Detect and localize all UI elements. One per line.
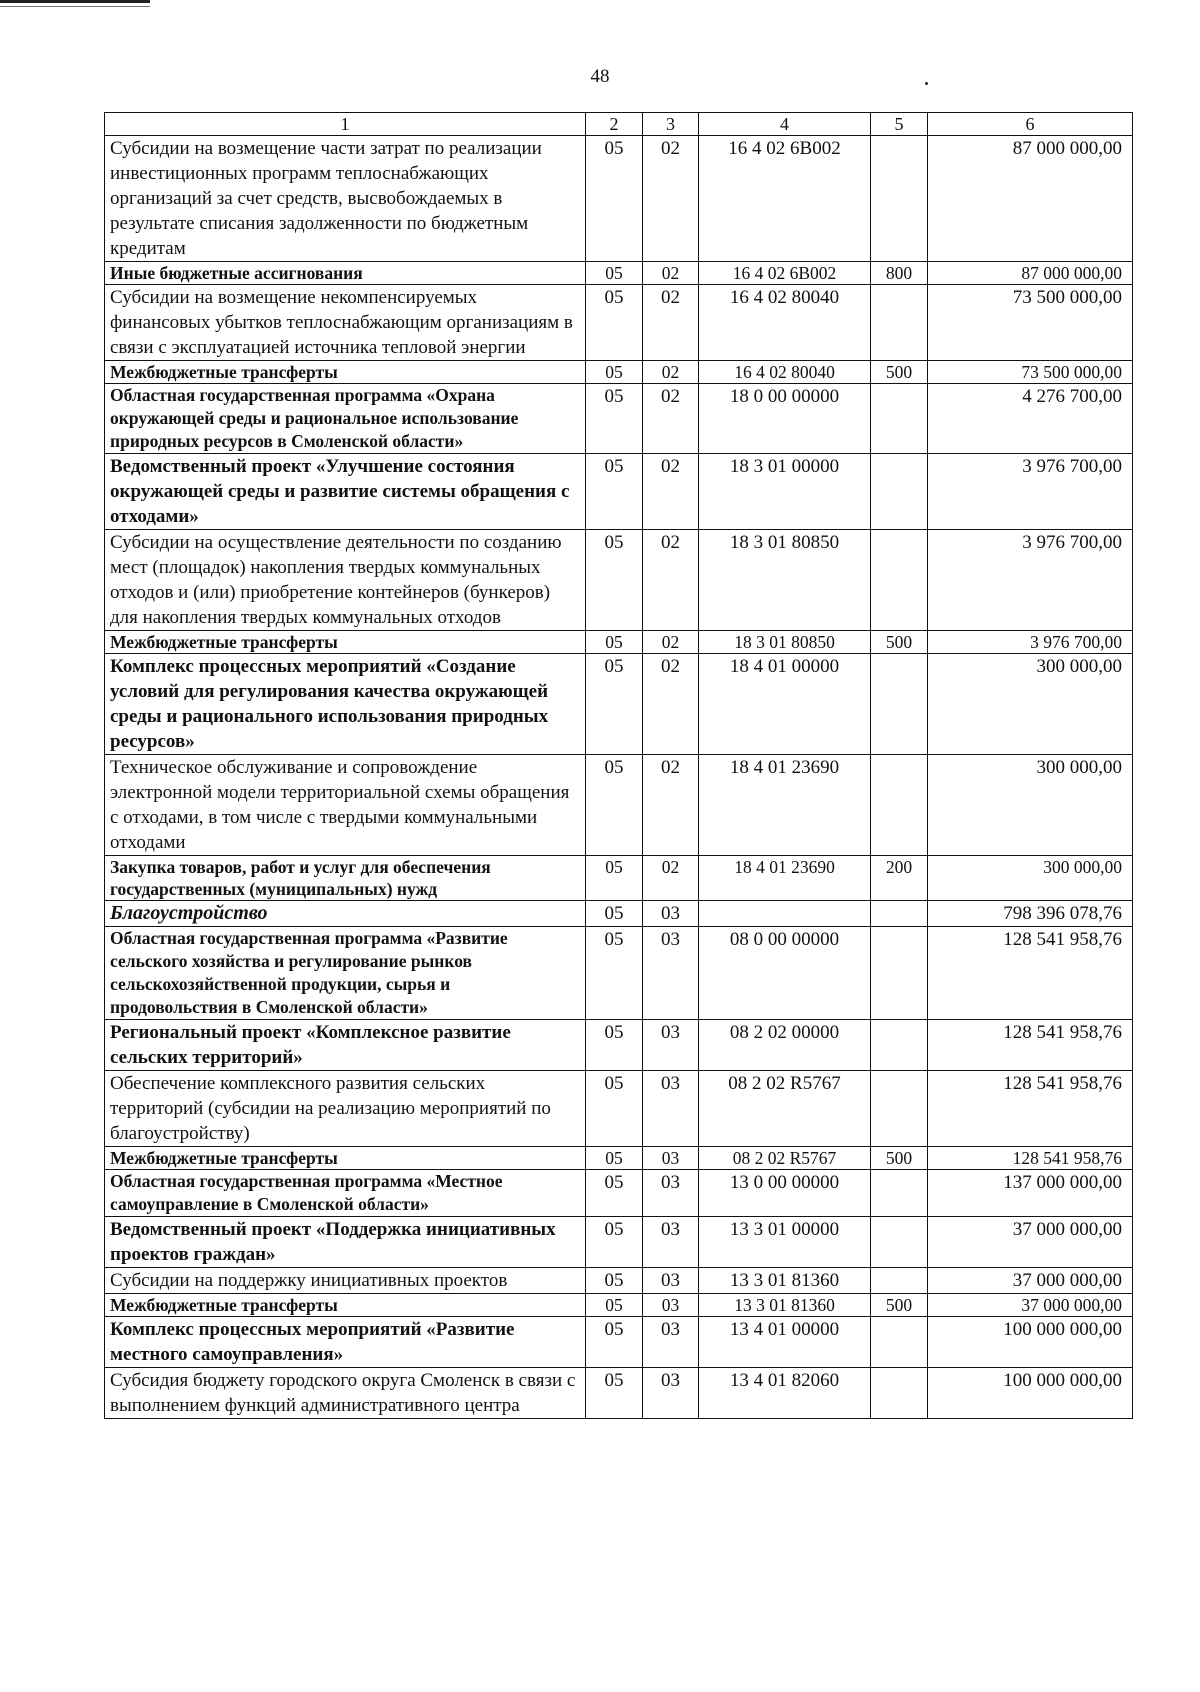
expense-type-cell	[871, 1020, 928, 1071]
target-article-cell: 13 3 01 81360	[699, 1268, 871, 1294]
amount-cell: 798 396 078,76	[928, 901, 1133, 927]
subsection-code-cell: 03	[643, 1268, 699, 1294]
column-number: 4	[699, 113, 871, 136]
expense-type-cell: 500	[871, 361, 928, 384]
subsection-code-cell: 02	[643, 454, 699, 530]
section-code-cell: 05	[586, 530, 643, 631]
row-name-cell: Субсидии на поддержку инициативных проектов	[105, 1268, 586, 1294]
target-article-cell: 08 2 02 00000	[699, 1020, 871, 1071]
subsection-code-cell: 02	[643, 530, 699, 631]
target-article-cell: 18 4 01 23690	[699, 755, 871, 856]
column-number: 6	[928, 113, 1133, 136]
expense-type-cell	[871, 136, 928, 262]
amount-cell: 87 000 000,00	[928, 136, 1133, 262]
target-article-cell: 18 3 01 80850	[699, 631, 871, 654]
expense-type-cell	[871, 384, 928, 454]
budget-table	[104, 112, 1133, 1419]
row-name-cell: Комплекс процессных мероприятий «Развитие местного самоуправления»	[105, 1317, 586, 1368]
target-article-cell: 08 0 00 00000	[699, 927, 871, 1020]
row-name-cell: Иные бюджетные ассигнования	[105, 262, 586, 285]
table-row	[105, 136, 1133, 262]
section-code-cell: 05	[586, 927, 643, 1020]
target-article-cell	[699, 901, 871, 927]
subsection-code-cell: 02	[643, 654, 699, 755]
target-article-cell: 18 3 01 00000	[699, 454, 871, 530]
expense-type-cell	[871, 1317, 928, 1368]
section-code-cell: 05	[586, 856, 643, 901]
table-row	[105, 1217, 1133, 1268]
table-row	[105, 384, 1133, 454]
column-number: 3	[643, 113, 699, 136]
section-code-cell: 05	[586, 361, 643, 384]
amount-cell: 37 000 000,00	[928, 1294, 1133, 1317]
row-name-cell: Субсидия бюджету городского округа Смоленск в связи с выполнением функций административного центра	[105, 1368, 586, 1419]
section-code-cell: 05	[586, 1147, 643, 1170]
table-row	[105, 1170, 1133, 1217]
target-article-cell: 13 0 00 00000	[699, 1170, 871, 1217]
subsection-code-cell: 02	[643, 631, 699, 654]
row-name-cell: Межбюджетные трансферты	[105, 1147, 586, 1170]
subsection-code-cell: 03	[643, 1147, 699, 1170]
table-row	[105, 927, 1133, 1020]
target-article-cell: 08 2 02 R5767	[699, 1147, 871, 1170]
subsection-code-cell: 03	[643, 1071, 699, 1147]
target-article-cell: 16 4 02 80040	[699, 361, 871, 384]
target-article-cell: 08 2 02 R5767	[699, 1071, 871, 1147]
amount-cell: 128 541 958,76	[928, 1020, 1133, 1071]
table-row	[105, 755, 1133, 856]
amount-cell: 100 000 000,00	[928, 1368, 1133, 1419]
amount-cell: 300 000,00	[928, 856, 1133, 901]
section-code-cell: 05	[586, 1071, 643, 1147]
section-code-cell: 05	[586, 1268, 643, 1294]
amount-cell: 3 976 700,00	[928, 631, 1133, 654]
expense-type-cell	[871, 654, 928, 755]
target-article-cell: 13 4 01 82060	[699, 1368, 871, 1419]
expense-type-cell	[871, 927, 928, 1020]
table-row	[105, 1317, 1133, 1368]
expense-type-cell	[871, 530, 928, 631]
expense-type-cell	[871, 1071, 928, 1147]
amount-cell: 128 541 958,76	[928, 1147, 1133, 1170]
expense-type-cell	[871, 1368, 928, 1419]
amount-cell: 3 976 700,00	[928, 454, 1133, 530]
row-name-cell: Областная государственная программа «Развитие сельского хозяйства и регулирование рынков сельскохозяйственной продукции, сырья и продовольствия в Смоленской области»	[105, 927, 586, 1020]
column-number: 5	[871, 113, 928, 136]
subsection-code-cell: 02	[643, 755, 699, 856]
subsection-code-cell: 03	[643, 1170, 699, 1217]
row-name-cell: Межбюджетные трансферты	[105, 361, 586, 384]
section-code-cell: 05	[586, 1368, 643, 1419]
column-number: 1	[105, 113, 586, 136]
row-name-cell: Субсидии на возмещение некомпенсируемых финансовых убытков теплоснабжающим организациям в связи с эксплуатацией источника тепловой энергии	[105, 285, 586, 361]
subsection-code-cell: 03	[643, 901, 699, 927]
amount-cell: 4 276 700,00	[928, 384, 1133, 454]
row-name-cell: Благоустройство	[105, 901, 586, 927]
subsection-code-cell: 03	[643, 1317, 699, 1368]
row-name-cell: Региональный проект «Комплексное развитие сельских территорий»	[105, 1020, 586, 1071]
row-name-cell: Межбюджетные трансферты	[105, 1294, 586, 1317]
table-row	[105, 262, 1133, 285]
table-row	[105, 1268, 1133, 1294]
section-code-cell: 05	[586, 1317, 643, 1368]
section-code-cell: 05	[586, 262, 643, 285]
target-article-cell: 18 4 01 00000	[699, 654, 871, 755]
subsection-code-cell: 02	[643, 384, 699, 454]
subsection-code-cell: 03	[643, 1217, 699, 1268]
expense-type-cell	[871, 901, 928, 927]
section-code-cell: 05	[586, 755, 643, 856]
expense-type-cell: 500	[871, 1147, 928, 1170]
subsection-code-cell: 02	[643, 262, 699, 285]
expense-type-cell: 800	[871, 262, 928, 285]
amount-cell: 37 000 000,00	[928, 1268, 1133, 1294]
column-number: 2	[586, 113, 643, 136]
expense-type-cell	[871, 1170, 928, 1217]
section-code-cell: 05	[586, 1294, 643, 1317]
target-article-cell: 16 4 02 80040	[699, 285, 871, 361]
page-number: 48	[590, 66, 610, 87]
row-name-cell: Комплекс процессных мероприятий «Создание условий для регулирования качества окружающей среды и рационального использования природных ресурсов»	[105, 654, 586, 755]
amount-cell: 300 000,00	[928, 755, 1133, 856]
amount-cell: 73 500 000,00	[928, 361, 1133, 384]
target-article-cell: 16 4 02 6В002	[699, 262, 871, 285]
expense-type-cell: 200	[871, 856, 928, 901]
scan-dot	[925, 82, 928, 85]
row-name-cell: Обеспечение комплексного развития сельских территорий (субсидии на реализацию мероприятий по благоустройству)	[105, 1071, 586, 1147]
table-row	[105, 1368, 1133, 1419]
expense-type-cell	[871, 1217, 928, 1268]
target-article-cell: 13 3 01 81360	[699, 1294, 871, 1317]
table-row	[105, 856, 1133, 901]
section-code-cell: 05	[586, 454, 643, 530]
row-name-cell: Областная государственная программа «Охрана окружающей среды и рациональное использование природных ресурсов в Смоленской области»	[105, 384, 586, 454]
table-row	[105, 1020, 1133, 1071]
target-article-cell: 18 3 01 80850	[699, 530, 871, 631]
row-name-cell: Межбюджетные трансферты	[105, 631, 586, 654]
table-row	[105, 530, 1133, 631]
subsection-code-cell: 02	[643, 361, 699, 384]
expense-type-cell: 500	[871, 1294, 928, 1317]
section-code-cell: 05	[586, 1020, 643, 1071]
row-name-cell: Техническое обслуживание и сопровождение электронной модели территориальной схемы обращения с отходами, в том числе с твердыми коммунальными отходами	[105, 755, 586, 856]
table-row	[105, 1147, 1133, 1170]
table-row	[105, 361, 1133, 384]
expense-type-cell	[871, 1268, 928, 1294]
table-row	[105, 901, 1133, 927]
amount-cell: 37 000 000,00	[928, 1217, 1133, 1268]
scan-edge-mark-thin	[0, 6, 150, 7]
target-article-cell: 16 4 02 6В002	[699, 136, 871, 262]
expense-type-cell: 500	[871, 631, 928, 654]
amount-cell: 137 000 000,00	[928, 1170, 1133, 1217]
section-code-cell: 05	[586, 631, 643, 654]
section-code-cell: 05	[586, 1217, 643, 1268]
table-row	[105, 631, 1133, 654]
amount-cell: 100 000 000,00	[928, 1317, 1133, 1368]
amount-cell: 73 500 000,00	[928, 285, 1133, 361]
target-article-cell: 13 3 01 00000	[699, 1217, 871, 1268]
section-code-cell: 05	[586, 384, 643, 454]
column-number-row	[105, 113, 1133, 136]
row-name-cell: Субсидии на возмещение части затрат по реализации инвестиционных программ теплоснабжающих организаций за счет средств, высвобождаемых в результате списания задолженности по бюджетным кредитам	[105, 136, 586, 262]
row-name-cell: Субсидии на осуществление деятельности по созданию мест (площадок) накопления твердых коммунальных отходов и (или) приобретение контейнеров (бункеров) для накопления твердых коммунальных отходов	[105, 530, 586, 631]
target-article-cell: 18 0 00 00000	[699, 384, 871, 454]
table-row	[105, 1071, 1133, 1147]
amount-cell: 128 541 958,76	[928, 927, 1133, 1020]
subsection-code-cell: 03	[643, 1368, 699, 1419]
section-code-cell: 05	[586, 901, 643, 927]
expense-type-cell	[871, 755, 928, 856]
table-row	[105, 454, 1133, 530]
amount-cell: 3 976 700,00	[928, 530, 1133, 631]
subsection-code-cell: 02	[643, 285, 699, 361]
target-article-cell: 18 4 01 23690	[699, 856, 871, 901]
table-row	[105, 654, 1133, 755]
row-name-cell: Ведомственный проект «Поддержка инициативных проектов граждан»	[105, 1217, 586, 1268]
section-code-cell: 05	[586, 1170, 643, 1217]
amount-cell: 87 000 000,00	[928, 262, 1133, 285]
subsection-code-cell: 03	[643, 927, 699, 1020]
scan-edge-mark	[0, 0, 150, 3]
section-code-cell: 05	[586, 136, 643, 262]
subsection-code-cell: 03	[643, 1294, 699, 1317]
target-article-cell: 13 4 01 00000	[699, 1317, 871, 1368]
expense-type-cell	[871, 285, 928, 361]
row-name-cell: Областная государственная программа «Местное самоуправление в Смоленской области»	[105, 1170, 586, 1217]
subsection-code-cell: 02	[643, 856, 699, 901]
subsection-code-cell: 02	[643, 136, 699, 262]
subsection-code-cell: 03	[643, 1020, 699, 1071]
table-row	[105, 285, 1133, 361]
expense-type-cell	[871, 454, 928, 530]
amount-cell: 300 000,00	[928, 654, 1133, 755]
amount-cell: 128 541 958,76	[928, 1071, 1133, 1147]
table-row	[105, 1294, 1133, 1317]
row-name-cell: Закупка товаров, работ и услуг для обеспечения государственных (муниципальных) нужд	[105, 856, 586, 901]
section-code-cell: 05	[586, 285, 643, 361]
section-code-cell: 05	[586, 654, 643, 755]
row-name-cell: Ведомственный проект «Улучшение состояния окружающей среды и развитие системы обращения с отходами»	[105, 454, 586, 530]
